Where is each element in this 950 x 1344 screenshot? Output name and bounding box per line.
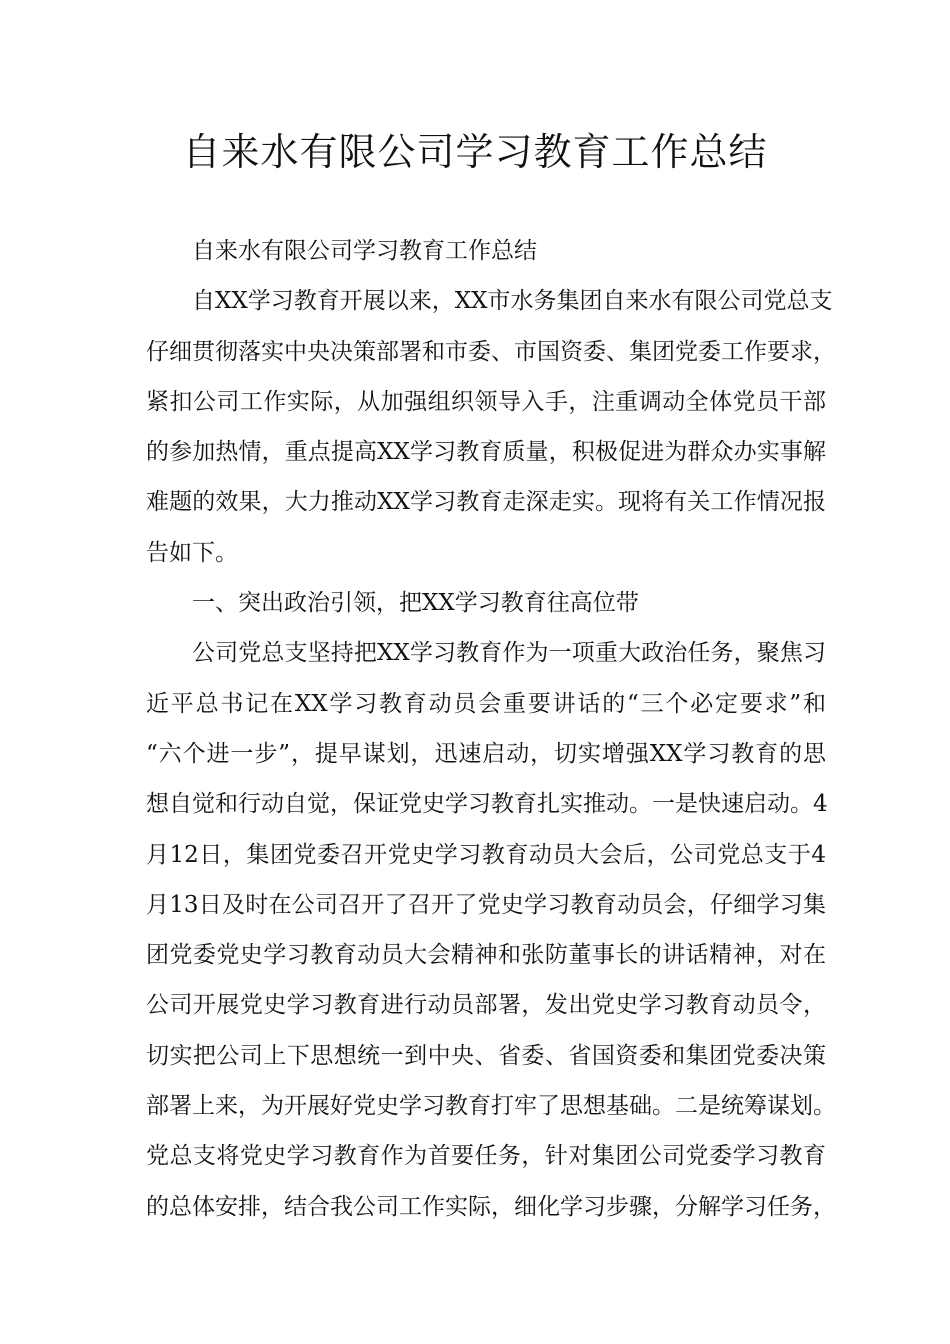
text-line: 自来水有限公司学习教育工作总结 <box>192 238 537 264</box>
text-line: 月13日及时在公司召开了召开了党史学习教育动员会，仔细学习集 <box>146 891 826 918</box>
text-line: 告如下。 <box>146 539 238 566</box>
document-body <box>146 226 836 1232</box>
text-line: 想自觉和行动自觉，保证党史学习教育扎实推动。一是快速启动。4 <box>146 791 828 818</box>
text-line: 部署上来，为开展好党史学习教育打牢了思想基础。二是统筹谋划。 <box>146 1093 836 1120</box>
text-line: 公司党总支坚持把XX学习教育作为一项重大政治任务，聚焦习 <box>192 640 826 667</box>
text-line: 团党委党史学习教育动员大会精神和张防董事长的讲话精神，对在 <box>146 942 826 969</box>
text-line: 近平总书记在XX学习教育动员会重要讲话的“三个必定要求”和 <box>146 690 826 717</box>
text-line: 仔细贯彻落实中央决策部署和市委、市国资委、集团党委工作要求， <box>146 338 836 365</box>
text-line: 党总支将党史学习教育作为首要任务，针对集团公司党委学习教育 <box>146 1143 826 1170</box>
text-line: 的参加热情，重点提高XX学习教育质量，积极促进为群众办实事解 <box>146 439 826 466</box>
text-line: 月12日，集团党委召开党史学习教育动员大会后，公司党总支于4 <box>146 841 826 868</box>
text-line: 自XX学习教育开展以来，XX市水务集团自来水有限公司党总支 <box>192 288 833 315</box>
text-line: 难题的效果，大力推动XX学习教育走深走实。现将有关工作情况报 <box>146 489 826 516</box>
text-line: 的总体安排，结合我公司工作实际，细化学习步骤，分解学习任务， <box>146 1193 836 1220</box>
text-line: 一、突出政治引领，把XX学习教育往高位带 <box>192 590 639 617</box>
text-line: 公司开展党史学习教育进行动员部署，发出党史学习教育动员令， <box>146 992 826 1019</box>
document-title: 自来水有限公司学习教育工作总结 <box>182 130 768 174</box>
text-line: 紧扣公司工作实际，从加强组织领导入手，注重调动全体党员干部 <box>146 388 826 415</box>
text-line: 切实把公司上下思想统一到中央、省委、省国资委和集团党委决策 <box>146 1042 826 1069</box>
text-line: “六个进一步”，提早谋划，迅速启动，切实增强XX学习教育的思 <box>146 740 826 767</box>
